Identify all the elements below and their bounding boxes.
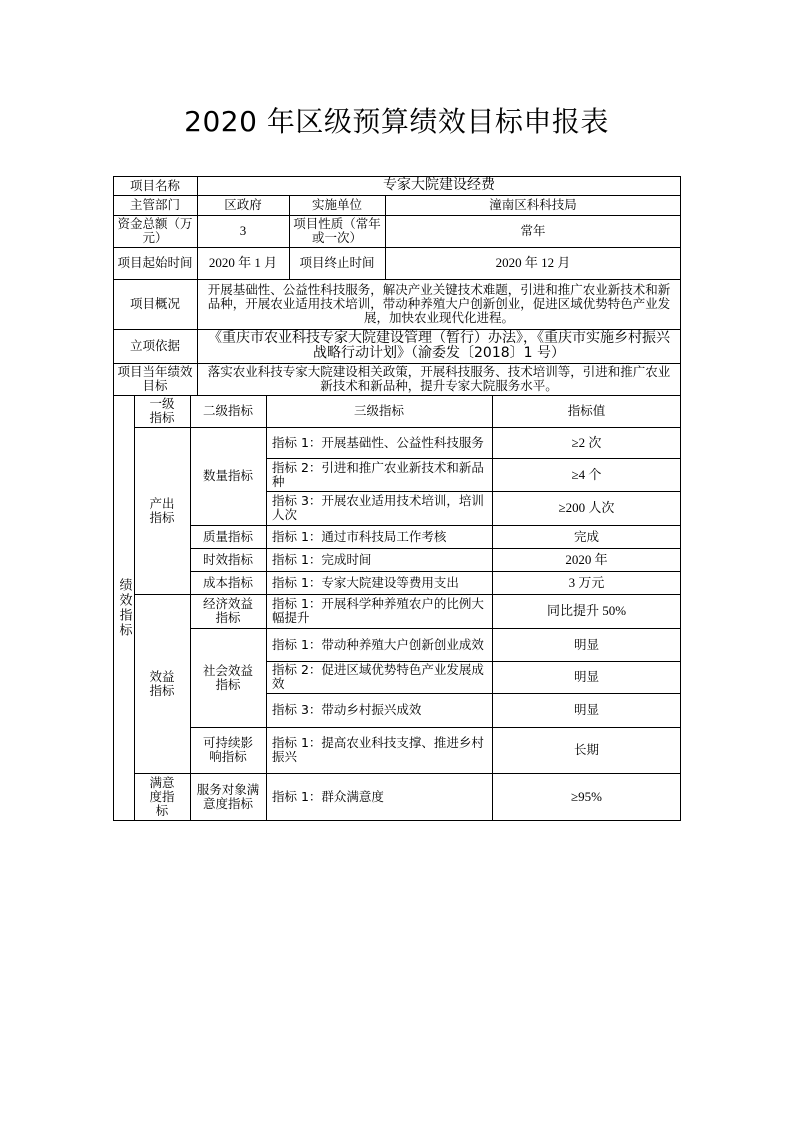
level1-output: 产出指标 xyxy=(149,495,175,525)
value-fund: 3 xyxy=(239,223,247,238)
label-fund: 资金总额（万元） xyxy=(117,216,193,245)
indicator-timeliness-1: 指标 1：完成时间 xyxy=(272,551,372,567)
value-impl-unit: 潼南区科科技局 xyxy=(489,197,577,212)
indicator-satisfaction-1: 指标 1：群众满意度 xyxy=(272,789,384,804)
header-level3: 三级指标 xyxy=(353,403,404,418)
indicator-timeliness-1-value: 2020 年 xyxy=(565,551,608,567)
indicator-social-1: 指标 1：带动种养殖大户创新创业成效 xyxy=(272,636,484,652)
header-level2: 二级指标 xyxy=(202,403,253,418)
level2-economic: 经济效益指标 xyxy=(202,596,253,625)
level2-sustainable: 可持续影响指标 xyxy=(202,735,253,764)
value-basis: 《重庆市农业科技专家大院建设管理（暂行）办法》，《重庆市实施乡村振兴战略行动计划》（渝委发〔2018〕1 号） xyxy=(208,330,670,361)
value-project-name: 专家大院建设经费 xyxy=(383,177,495,193)
label-start: 项目起始时间 xyxy=(117,255,193,270)
level2-quality: 质量指标 xyxy=(202,528,253,544)
indicator-quality-1: 指标 1：通过市科技局工作考核 xyxy=(272,528,447,544)
level2-quantity: 数量指标 xyxy=(202,468,253,483)
indicator-social-3-value: 明显 xyxy=(573,702,599,717)
budget-performance-table xyxy=(113,176,681,821)
indicator-quantity-1-value: ≥2 次 xyxy=(571,434,602,450)
label-goal: 项目当年绩效目标 xyxy=(117,364,193,393)
label-end: 项目终止时间 xyxy=(299,255,375,270)
indicator-quality-1-value: 完成 xyxy=(573,528,599,544)
value-nature: 常年 xyxy=(520,223,546,238)
level2-cost: 成本指标 xyxy=(202,574,253,590)
value-dept: 区政府 xyxy=(224,197,262,212)
level2-service-satisfaction: 服务对象满意度指标 xyxy=(196,782,260,811)
value-start: 2020 年 1 月 xyxy=(208,255,278,270)
indicator-sustainable-1-value: 长期 xyxy=(573,742,599,757)
label-project-name: 项目名称 xyxy=(129,177,180,193)
indicator-cost-1-value: 3 万元 xyxy=(568,574,605,590)
indicator-social-3: 指标 3：带动乡村振兴成效 xyxy=(272,702,422,717)
indicator-economic-1-value: 同比提升 50% xyxy=(546,603,627,618)
indicator-social-1-value: 明显 xyxy=(573,636,599,652)
page-title: 2020 年区级预算绩效目标申报表 xyxy=(184,105,609,138)
indicator-economic-1: 指标 1：开展科学种养殖农户的比例大幅提升 xyxy=(272,596,484,625)
value-goal: 落实农业科技专家大院建设相关政策，开展科技服务、技术培训等，引进和推广农业新技术和新品种，提升专家大院服务水平。 xyxy=(207,364,671,393)
indicator-satisfaction-1-value: ≥95% xyxy=(571,789,602,804)
label-basis: 立项依据 xyxy=(129,338,180,353)
level1-satisfaction: 满意度指标 xyxy=(149,775,175,818)
indicator-quantity-2-value: ≥4 个 xyxy=(571,466,602,482)
header-level1: 一级指标 xyxy=(149,396,175,425)
header-value: 指标值 xyxy=(567,403,606,418)
label-performance-indicators: 绩效指标 xyxy=(116,578,132,638)
indicator-social-2-value: 明显 xyxy=(573,669,599,684)
indicator-social-2: 指标 2：促进区域优势特色产业发展成效 xyxy=(272,662,484,691)
level2-timeliness: 时效指标 xyxy=(202,551,253,567)
label-overview: 项目概况 xyxy=(129,296,180,311)
level2-social: 社会效益指标 xyxy=(202,662,253,692)
label-dept: 主管部门 xyxy=(129,197,180,212)
value-overview: 开展基础性、公益性科技服务，解决产业关键技术难题，引进和推广农业新技术和新品种，开展农业适用技术培训，带动种养殖大户创新创业，促进区域优势特色产业发展，加快农业现代化进程。 xyxy=(207,282,671,325)
label-impl-unit: 实施单位 xyxy=(311,197,362,212)
indicator-quantity-2: 指标 2：引进和推广农业新技术和新品种 xyxy=(272,459,484,489)
value-end: 2020 年 12 月 xyxy=(495,255,571,270)
label-nature: 项目性质（常年或一次） xyxy=(293,216,381,245)
indicator-quantity-1: 指标 1：开展基础性、公益性科技服务 xyxy=(272,434,484,450)
indicator-quantity-3-value: ≥200 人次 xyxy=(558,500,615,515)
indicator-quantity-3: 指标 3：开展农业适用技术培训，培训人次 xyxy=(272,493,484,522)
indicator-cost-1: 指标 1：专家大院建设等费用支出 xyxy=(272,574,459,590)
indicator-sustainable-1: 指标 1：提高农业科技支撑、推进乡村振兴 xyxy=(272,735,484,764)
level1-benefit: 效益指标 xyxy=(149,668,175,698)
